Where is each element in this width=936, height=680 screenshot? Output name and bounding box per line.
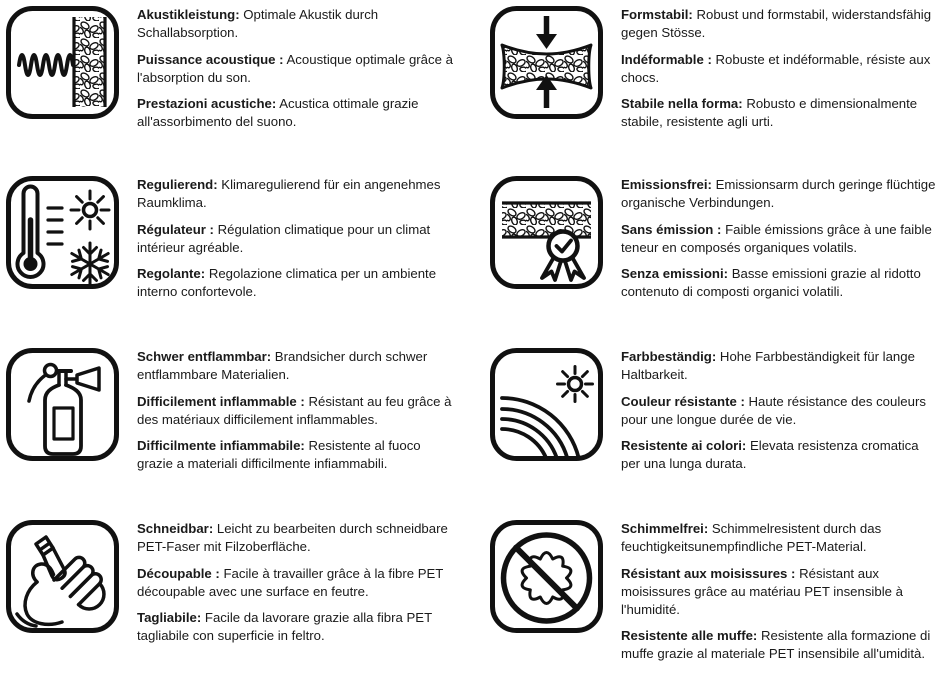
- entry-text: Régulation climatique pour un climat intérieur agréable.: [137, 221, 431, 255]
- feature-tile: [488, 174, 936, 346]
- entry-label: Regulierend:: [137, 177, 218, 192]
- entry-label: Resistente ai colori:: [621, 438, 747, 453]
- emission-certified-icon: [488, 174, 605, 291]
- entry-label: Schneidbar:: [137, 521, 214, 536]
- cutter-hand-icon: [4, 518, 121, 635]
- entry-text: Leicht zu bearbeiten durch schneidbare PET-Faser mit Filzoberfläche.: [137, 521, 448, 554]
- entry-text: Schimmelresistent durch das feuchtigkeitsunempfindliche PET-Material.: [621, 521, 882, 554]
- entry-text: Emissionsarm durch geringe flüchtige organische Verbindungen.: [621, 177, 936, 210]
- feature-tile: [4, 518, 459, 680]
- feature-icon-box: [4, 4, 121, 121]
- feature-icon-box: [488, 518, 605, 635]
- climate-regulation-icon: [4, 174, 121, 291]
- feature-texts: [621, 346, 936, 482]
- entry-text: Klimaregulierend für ein angenehmes Raumklima.: [137, 177, 441, 210]
- entry-text: Facile à travailler grâce à la fibre PET découpable avec une surface en feutre.: [137, 565, 444, 599]
- feature-entry: [137, 265, 459, 301]
- entry-label: Résistant aux moisissures :: [621, 565, 796, 581]
- feature-entry: [137, 348, 459, 384]
- entry-text: Basse emissioni grazie al ridotto contenuto di composti organici volatili.: [621, 266, 921, 299]
- feature-entry: [137, 393, 459, 429]
- feature-entry: [621, 6, 936, 42]
- feature-tile: [488, 518, 936, 680]
- entry-text: Resistente alla formazione di muffe grazie al materiale PET insensibile all'umidità.: [621, 628, 931, 661]
- entry-label: Farbbeständig:: [621, 349, 717, 364]
- entry-label: Sans émission :: [621, 221, 722, 237]
- feature-entry: [621, 520, 936, 556]
- entry-text: Resistente al fuoco grazie a materiali difficilmente infiammabili.: [137, 438, 421, 471]
- feature-entry: [137, 6, 459, 42]
- entry-label: Schwer entflammbar:: [137, 349, 272, 364]
- feature-entry: [621, 627, 936, 663]
- feature-entry: [621, 51, 936, 87]
- feature-entry: [621, 265, 936, 301]
- feature-icon-box: [488, 174, 605, 291]
- entry-text: Brandsicher durch schwer entflammbare Materialien.: [137, 349, 428, 382]
- entry-text: Faible émissions grâce à une faible teneur en composés organiques volatils.: [621, 221, 932, 255]
- feature-tile: [4, 346, 459, 518]
- entry-text: Acoustique optimale grâce à l'absorption du son.: [137, 51, 453, 85]
- feature-entry: [621, 95, 936, 131]
- entry-text: Hohe Farbbeständigkeit für lange Haltbarkeit.: [621, 349, 915, 382]
- feature-texts: [137, 174, 459, 310]
- feature-entry: [137, 437, 459, 473]
- feature-entry: [621, 565, 936, 619]
- feature-tile: [488, 346, 936, 518]
- entry-label: Regolante:: [137, 266, 206, 281]
- feature-icon-box: [4, 174, 121, 291]
- entry-label: Resistente alle muffe:: [621, 628, 758, 643]
- no-mold-icon: [488, 518, 605, 635]
- entry-label: Emissionsfrei:: [621, 177, 712, 192]
- entry-text: Optimale Akustik durch Schallabsorption.: [137, 7, 379, 40]
- entry-label: Senza emissioni:: [621, 266, 729, 281]
- sound-absorption-icon: [4, 4, 121, 121]
- feature-entry: [137, 520, 459, 556]
- entry-label: Indéformable :: [621, 51, 712, 67]
- entry-label: Schimmelfrei:: [621, 521, 709, 536]
- color-fastness-icon: [488, 346, 605, 463]
- entry-text: Robuste et indéformable, résiste aux chocs.: [621, 51, 931, 85]
- entry-label: Difficilmente infiammabile:: [137, 438, 305, 453]
- entry-text: Résistant aux moisissures grâce au matériau PET insensible à l'humidité.: [621, 565, 903, 617]
- entry-text: Regolazione climatica per un ambiente interno confortevole.: [137, 266, 437, 299]
- feature-entry: [137, 51, 459, 87]
- feature-icon-box: [4, 518, 121, 635]
- feature-icon-box: [488, 4, 605, 121]
- compression-resistance-icon: [488, 4, 605, 121]
- feature-entry: [621, 221, 936, 257]
- entry-label: Prestazioni acustiche:: [137, 96, 277, 111]
- entry-text: Elevata resistenza cromatica per una lunga durata.: [621, 438, 919, 471]
- feature-entry: [137, 95, 459, 131]
- entry-label: Tagliabile:: [137, 610, 202, 625]
- feature-entry: [621, 393, 936, 429]
- feature-tile: [4, 4, 459, 174]
- feature-entry: [137, 565, 459, 601]
- entry-label: Stabile nella forma:: [621, 96, 743, 111]
- feature-texts: [621, 518, 936, 672]
- feature-entry: [137, 221, 459, 257]
- entry-label: Puissance acoustique :: [137, 51, 284, 67]
- feature-entry: [137, 609, 459, 645]
- entry-label: Découpable :: [137, 565, 220, 581]
- feature-texts: [137, 346, 459, 482]
- feature-icon-box: [4, 346, 121, 463]
- entry-label: Formstabil:: [621, 7, 693, 22]
- entry-text: Robusto e dimensionalmente stabile, resistente agli urti.: [621, 96, 918, 129]
- feature-entry: [621, 437, 936, 473]
- entry-label: Akustikleistung:: [137, 7, 240, 22]
- entry-text: Facile da lavorare grazie alla fibra PET tagliabile con superficie in feltro.: [137, 610, 432, 643]
- feature-icon-box: [488, 346, 605, 463]
- feature-tile: [488, 4, 936, 174]
- entry-label: Régulateur :: [137, 221, 214, 237]
- entry-text: Résistant au feu grâce à des matériaux difficilement inflammables.: [137, 393, 452, 427]
- entry-label: Couleur résistante :: [621, 393, 745, 409]
- fire-extinguisher-icon: [4, 346, 121, 463]
- feature-entry: [621, 348, 936, 384]
- entry-label: Difficilement inflammable :: [137, 393, 305, 409]
- feature-texts: [137, 518, 459, 654]
- feature-texts: [137, 4, 459, 140]
- entry-text: Robust und formstabil, widerstandsfähig gegen Stösse.: [621, 7, 932, 40]
- entry-text: Acustica ottimale grazie all'assorbimento del suono.: [137, 96, 419, 129]
- feature-texts: [621, 174, 936, 310]
- feature-texts: [621, 4, 936, 140]
- entry-text: Haute résistance des couleurs pour une longue durée de vie.: [621, 393, 926, 427]
- feature-tile: [4, 174, 459, 346]
- feature-entry: [621, 176, 936, 212]
- feature-entry: [137, 176, 459, 212]
